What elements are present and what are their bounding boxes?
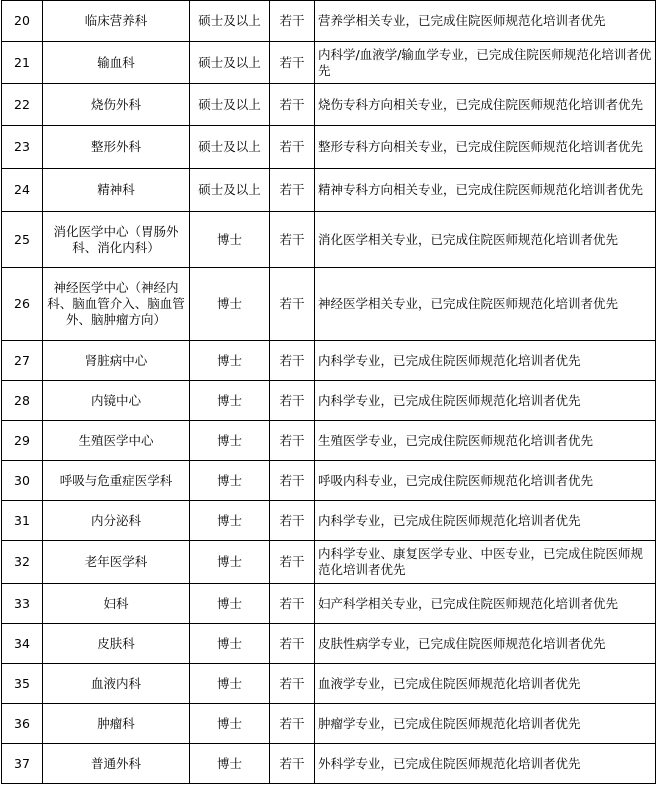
requirements: 整形专科方向相关专业，已完成住院医师规范化培训者优先	[315, 126, 656, 169]
row-number: 20	[2, 1, 43, 42]
requirements: 呼吸内科专业，已完成住院医师规范化培训者优先	[315, 461, 656, 501]
requirements: 内科学/血液学/输血学专业，已完成住院医师规范化培训者优先	[315, 42, 656, 84]
department: 消化医学中心（胃肠外科、消化内科）	[43, 212, 190, 268]
table-row	[2, 84, 656, 126]
row-number: 35	[2, 664, 43, 704]
department: 烧伤外科	[43, 84, 190, 126]
headcount: 若干	[270, 42, 315, 84]
table-row	[2, 268, 656, 341]
degree: 硕士及以上	[190, 42, 270, 84]
department: 皮肤科	[43, 624, 190, 664]
department: 呼吸与危重症医学科	[43, 461, 190, 501]
headcount: 若干	[270, 341, 315, 381]
row-number: 34	[2, 624, 43, 664]
department: 普通外科	[43, 744, 190, 784]
table-row	[2, 704, 656, 744]
degree: 博士	[190, 664, 270, 704]
row-number: 37	[2, 744, 43, 784]
requirements: 内科学专业、康复医学专业、中医专业，已完成住院医师规范化培训者优先	[315, 541, 656, 584]
headcount: 若干	[270, 169, 315, 212]
table-row	[2, 624, 656, 664]
table-row	[2, 584, 656, 624]
headcount: 若干	[270, 501, 315, 541]
row-number: 36	[2, 704, 43, 744]
requirements: 消化医学相关专业，已完成住院医师规范化培训者优先	[315, 212, 656, 268]
headcount: 若干	[270, 624, 315, 664]
degree: 博士	[190, 421, 270, 461]
requirements: 血液学专业，已完成住院医师规范化培训者优先	[315, 664, 656, 704]
headcount: 若干	[270, 84, 315, 126]
table-row	[2, 501, 656, 541]
requirements: 内科学专业，已完成住院医师规范化培训者优先	[315, 381, 656, 421]
department: 临床营养科	[43, 1, 190, 42]
row-number: 31	[2, 501, 43, 541]
degree: 硕士及以上	[190, 84, 270, 126]
department: 整形外科	[43, 126, 190, 169]
degree: 博士	[190, 541, 270, 584]
requirements: 内科学专业，已完成住院医师规范化培训者优先	[315, 341, 656, 381]
degree: 博士	[190, 624, 270, 664]
headcount: 若干	[270, 584, 315, 624]
row-number: 32	[2, 541, 43, 584]
headcount: 若干	[270, 268, 315, 341]
degree: 博士	[190, 381, 270, 421]
row-number: 21	[2, 42, 43, 84]
department: 肾脏病中心	[43, 341, 190, 381]
degree: 博士	[190, 744, 270, 784]
headcount: 若干	[270, 212, 315, 268]
table-row	[2, 341, 656, 381]
recruitment-table	[1, 0, 656, 784]
row-number: 29	[2, 421, 43, 461]
row-number: 22	[2, 84, 43, 126]
degree: 博士	[190, 268, 270, 341]
table-row	[2, 169, 656, 212]
table-row	[2, 421, 656, 461]
headcount: 若干	[270, 704, 315, 744]
table-row	[2, 126, 656, 169]
department: 生殖医学中心	[43, 421, 190, 461]
degree: 博士	[190, 341, 270, 381]
degree: 硕士及以上	[190, 126, 270, 169]
department: 内镜中心	[43, 381, 190, 421]
headcount: 若干	[270, 541, 315, 584]
requirements: 神经医学相关专业，已完成住院医师规范化培训者优先	[315, 268, 656, 341]
table-row	[2, 212, 656, 268]
department: 内分泌科	[43, 501, 190, 541]
department: 老年医学科	[43, 541, 190, 584]
requirements: 肿瘤学专业，已完成住院医师规范化培训者优先	[315, 704, 656, 744]
degree: 博士	[190, 461, 270, 501]
table-row	[2, 1, 656, 42]
degree: 博士	[190, 212, 270, 268]
table-row	[2, 461, 656, 501]
department: 精神科	[43, 169, 190, 212]
headcount: 若干	[270, 381, 315, 421]
headcount: 若干	[270, 461, 315, 501]
requirements: 外科学专业，已完成住院医师规范化培训者优先	[315, 744, 656, 784]
row-number: 30	[2, 461, 43, 501]
requirements: 烧伤专科方向相关专业，已完成住院医师规范化培训者优先	[315, 84, 656, 126]
degree: 硕士及以上	[190, 1, 270, 42]
row-number: 24	[2, 169, 43, 212]
row-number: 26	[2, 268, 43, 341]
headcount: 若干	[270, 126, 315, 169]
row-number: 23	[2, 126, 43, 169]
row-number: 33	[2, 584, 43, 624]
table-body	[2, 1, 656, 784]
row-number: 27	[2, 341, 43, 381]
table-row	[2, 744, 656, 784]
requirements: 精神专科方向相关专业，已完成住院医师规范化培训者优先	[315, 169, 656, 212]
headcount: 若干	[270, 1, 315, 42]
row-number: 28	[2, 381, 43, 421]
headcount: 若干	[270, 664, 315, 704]
table-row	[2, 381, 656, 421]
degree: 博士	[190, 704, 270, 744]
department: 肿瘤科	[43, 704, 190, 744]
department: 神经医学中心（神经内科、脑血管介入、脑血管外、脑肿瘤方向）	[43, 268, 190, 341]
degree: 博士	[190, 501, 270, 541]
headcount: 若干	[270, 421, 315, 461]
department: 血液内科	[43, 664, 190, 704]
degree: 博士	[190, 584, 270, 624]
requirements: 营养学相关专业，已完成住院医师规范化培训者优先	[315, 1, 656, 42]
row-number: 25	[2, 212, 43, 268]
table-row	[2, 664, 656, 704]
requirements: 内科学专业，已完成住院医师规范化培训者优先	[315, 501, 656, 541]
table-row	[2, 541, 656, 584]
requirements: 生殖医学专业，已完成住院医师规范化培训者优先	[315, 421, 656, 461]
department: 妇科	[43, 584, 190, 624]
requirements: 皮肤性病学专业，已完成住院医师规范化培训者优先	[315, 624, 656, 664]
degree: 硕士及以上	[190, 169, 270, 212]
table-row	[2, 42, 656, 84]
department: 输血科	[43, 42, 190, 84]
requirements: 妇产科学相关专业，已完成住院医师规范化培训者优先	[315, 584, 656, 624]
headcount: 若干	[270, 744, 315, 784]
